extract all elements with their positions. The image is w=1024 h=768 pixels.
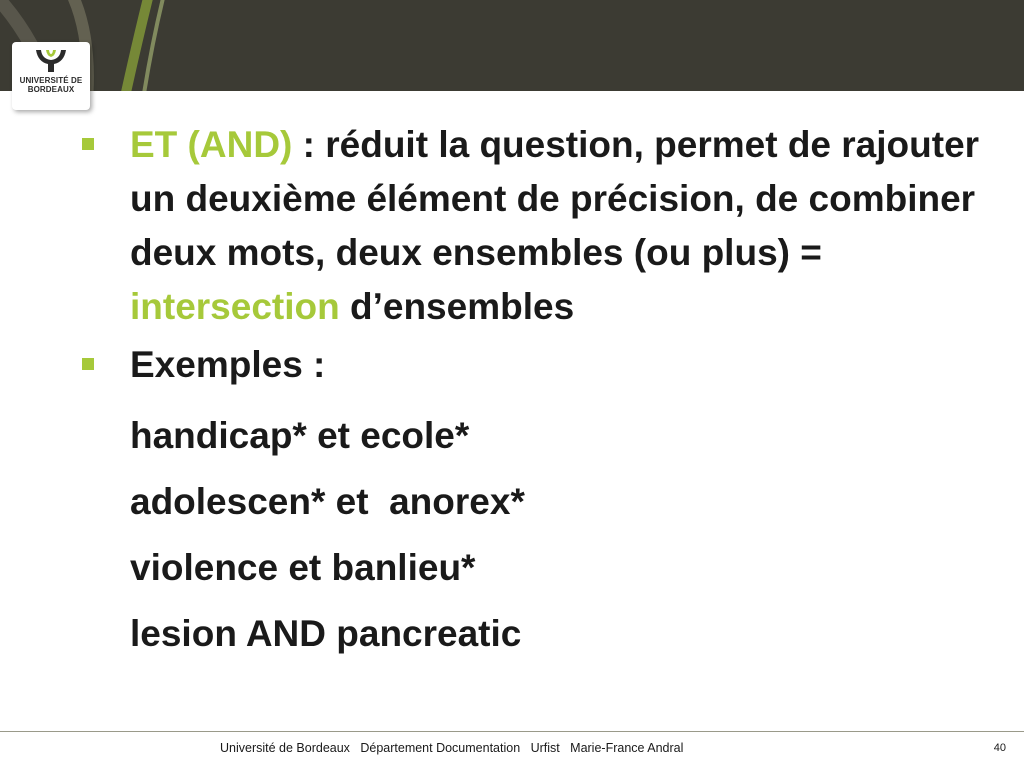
- bullet-item-exemples: [80, 338, 980, 392]
- logo-line-2: BORDEAUX: [27, 85, 75, 94]
- bullet-text: : réduit la question, permet de rajouter un deuxième élément de précision, de combiner deux mots, deux ensembles (ou plus) =: [130, 124, 980, 273]
- bullet-tail: d’ensembles: [339, 286, 575, 327]
- header-band: [0, 0, 1024, 91]
- example-line: lesion AND pancreatic: [130, 613, 522, 654]
- example-line: handicap* et ecole*: [130, 415, 470, 456]
- slide-body: [80, 118, 980, 656]
- university-logo: [12, 42, 90, 110]
- footer-divider: [0, 731, 1024, 732]
- bullet-item-et-and: [80, 118, 980, 334]
- logo-line-1: UNIVERSITÉ DE: [19, 76, 83, 85]
- university-emblem-icon: [34, 48, 68, 74]
- page-number: 40: [993, 742, 1006, 754]
- example-line: violence et banlieu*: [130, 547, 476, 588]
- square-bullet-icon: [82, 358, 94, 370]
- bullet-text: Exemples :: [130, 344, 326, 385]
- highlight-intersection: intersection: [130, 286, 340, 327]
- example-line: adolescen* et anorex*: [130, 481, 525, 522]
- footer-text: Université de Bordeaux Département Documentation Urfist Marie-France Andral: [220, 741, 684, 755]
- square-bullet-icon: [82, 138, 94, 150]
- highlight-et-and: ET (AND): [130, 124, 293, 165]
